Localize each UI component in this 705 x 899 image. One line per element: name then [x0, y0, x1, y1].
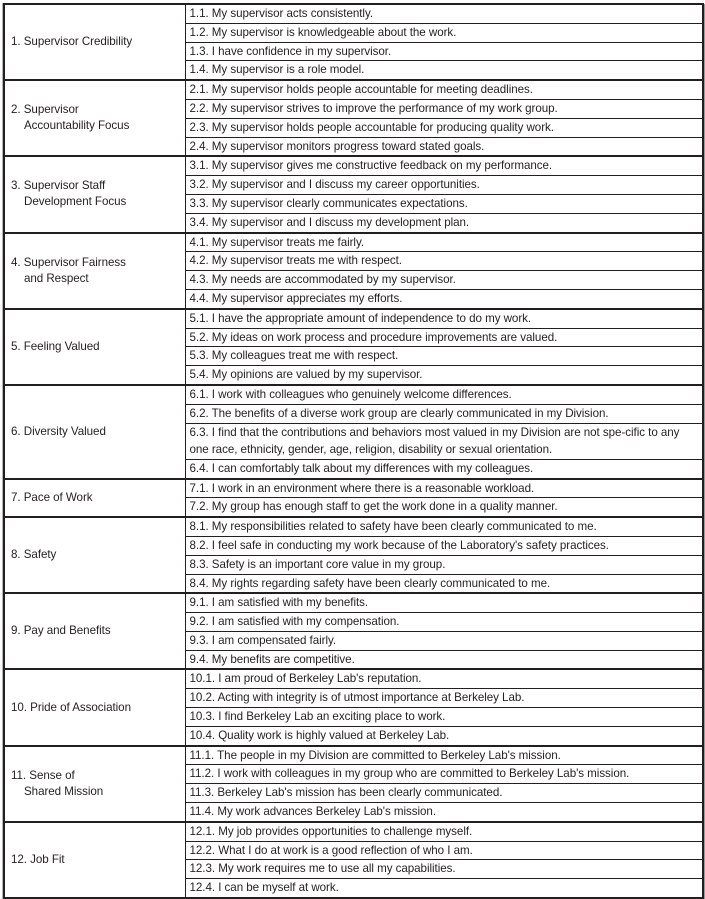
table-row — [5, 593, 702, 612]
statement-cell: 12.4. I can be myself at work. — [189, 881, 339, 895]
category-label-line: 7. Pace of Work — [11, 490, 93, 504]
dimensions-table — [5, 5, 702, 897]
category-label — [5, 309, 185, 385]
category-label-line: 12. Job Fit — [11, 852, 65, 866]
statement-cell: 11.1. The people in my Division are committed to Berkeley Lab's mission. — [185, 746, 702, 765]
statement-cell: 10.4. Quality work is highly valued at Berkeley Lab. — [189, 728, 450, 742]
table-row — [5, 385, 702, 404]
category-label-line: 6. Diversity Valued — [11, 424, 106, 438]
statement-cell: 9.1. I am satisfied with my benefits. — [185, 593, 702, 612]
statement-cell: 11.3. Berkeley Lab's mission has been clearly communicated. — [185, 784, 702, 803]
statement-cell: 6.3. I find that the contributions and behaviors most valued in my Division are not spe-cific to any one race, ethnicity, gender, age, religion, disability or sexual orientation. — [185, 423, 702, 459]
statement-cell: 5.4. My opinions are valued by my supervisor. — [189, 368, 423, 382]
statement-cell: 5.1. I have the appropriate amount of independence to do my work. — [185, 309, 702, 328]
category-label-line: 3. Supervisor Staff — [11, 179, 106, 193]
table-row — [5, 517, 702, 536]
statement-cell: 6.1. I work with colleagues who genuinely welcome differences. — [185, 385, 702, 404]
statement-cell: 1.4. My supervisor is a role model. — [189, 63, 365, 77]
category-label — [5, 385, 185, 479]
table-row — [5, 479, 702, 498]
statement-cell: 8.2. I feel safe in conducting my work because of the Laboratory's safety practices. — [185, 536, 702, 555]
table-row — [5, 822, 702, 841]
statement-cell: 6.2. The benefits of a diverse work group are clearly communicated in my Division. — [185, 404, 702, 423]
category-label — [5, 80, 185, 156]
category-label-line: 4. Supervisor Fairness — [11, 255, 126, 269]
category-label-line: 5. Feeling Valued — [11, 339, 100, 353]
statement-cell: 4.1. My supervisor treats me fairly. — [185, 233, 702, 252]
category-label — [5, 233, 185, 309]
category-label-line: 10. Pride of Association — [11, 700, 131, 714]
category-label-line: 1. Supervisor Credibility — [11, 35, 133, 49]
table-row — [5, 309, 702, 328]
table-body — [5, 5, 702, 897]
statement-cell: 3.3. My supervisor clearly communicates expectations. — [185, 194, 702, 213]
statement-cell: 2.1. My supervisor holds people accountable for meeting deadlines. — [185, 80, 702, 99]
statement-cell: 8.3. Safety is an important core value in my group. — [185, 555, 702, 574]
statement-cell: 2.4. My supervisor monitors progress toward stated goals. — [189, 139, 485, 153]
statement-cell: 11.2. I work with colleagues in my group who are committed to Berkeley Lab's mission. — [185, 765, 702, 784]
statement-cell: 6.4. I can comfortably talk about my differences with my colleagues. — [189, 461, 534, 475]
statement-cell: 5.3. My colleagues treat me with respect. — [185, 347, 702, 366]
category-label-line: 9. Pay and Benefits — [11, 624, 111, 638]
category-label-line: Accountability Focus — [24, 119, 130, 133]
statement-cell: 10.3. I find Berkeley Lab an exciting place to work. — [185, 708, 702, 727]
category-label-line: Shared Mission — [24, 784, 104, 798]
statement-cell: 3.2. My supervisor and I discuss my career opportunities. — [185, 176, 702, 195]
statement-cell: 12.1. My job provides opportunities to challenge myself. — [185, 822, 702, 841]
category-label — [5, 669, 185, 745]
category-label-line: Development Focus — [24, 195, 127, 209]
statement-cell: 10.1. I am proud of Berkeley Lab's reputation. — [185, 669, 702, 688]
statement-cell: 9.3. I am compensated fairly. — [185, 631, 702, 650]
category-label — [5, 5, 185, 80]
category-label-line: and Respect — [24, 271, 89, 285]
table-row — [5, 5, 702, 23]
statement-cell: 1.3. I have confidence in my supervisor. — [185, 42, 702, 61]
statement-cell: 4.3. My needs are accommodated by my supervisor. — [185, 271, 702, 290]
statement-cell: 7.1. I work in an environment where there is a reasonable workload. — [185, 479, 702, 498]
statement-cell: 9.2. I am satisfied with my compensation. — [185, 613, 702, 632]
statement-cell: 4.2. My supervisor treats me with respect. — [185, 252, 702, 271]
category-label — [5, 822, 185, 897]
statement-cell: 11.4. My work advances Berkeley Lab's mission. — [189, 805, 436, 819]
statement-cell: 2.3. My supervisor holds people accountable for producing quality work. — [185, 118, 702, 137]
statement-cell: 12.2. What I do at work is a good reflection of who I am. — [185, 841, 702, 860]
category-label-line: 2. Supervisor — [11, 103, 79, 117]
category-label-line: 11. Sense of — [11, 768, 75, 782]
statement-cell: 2.2. My supervisor strives to improve the performance of my work group. — [185, 99, 702, 118]
statement-cell: 9.4. My benefits are competitive. — [189, 652, 355, 666]
statement-cell: 8.1. My responsibilities related to safety have been clearly communicated to me. — [185, 517, 702, 536]
category-label — [5, 593, 185, 669]
table-row — [5, 233, 702, 252]
category-label — [5, 156, 185, 232]
statement-cell: 1.1. My supervisor acts consistently. — [185, 5, 702, 23]
table-row — [5, 80, 702, 99]
statement-cell: 4.4. My supervisor appreciates my efforts. — [189, 291, 403, 305]
table-row — [5, 156, 702, 175]
statement-cell: 7.2. My group has enough staff to get the work done in a quality manner. — [189, 500, 558, 514]
statement-cell: 3.4. My supervisor and I discuss my development plan. — [189, 215, 470, 229]
statement-cell: 3.1. My supervisor gives me constructive feedback on my performance. — [185, 156, 702, 175]
statement-cell: 8.4. My rights regarding safety have been clearly communicated to me. — [189, 576, 551, 590]
statement-cell: 10.2. Acting with integrity is of utmost importance at Berkeley Lab. — [185, 689, 702, 708]
table-row — [5, 746, 702, 765]
statement-cell: 12.3. My work requires me to use all my capabilities. — [185, 860, 702, 879]
table-row — [5, 669, 702, 688]
category-label — [5, 746, 185, 822]
statement-cell: 1.2. My supervisor is knowledgeable about the work. — [185, 23, 702, 42]
category-label-line: 8. Safety — [11, 548, 57, 562]
category-label — [5, 479, 185, 518]
survey-dimensions-table — [3, 3, 704, 899]
category-label — [5, 517, 185, 593]
statement-cell: 5.2. My ideas on work process and procedure improvements are valued. — [185, 328, 702, 347]
